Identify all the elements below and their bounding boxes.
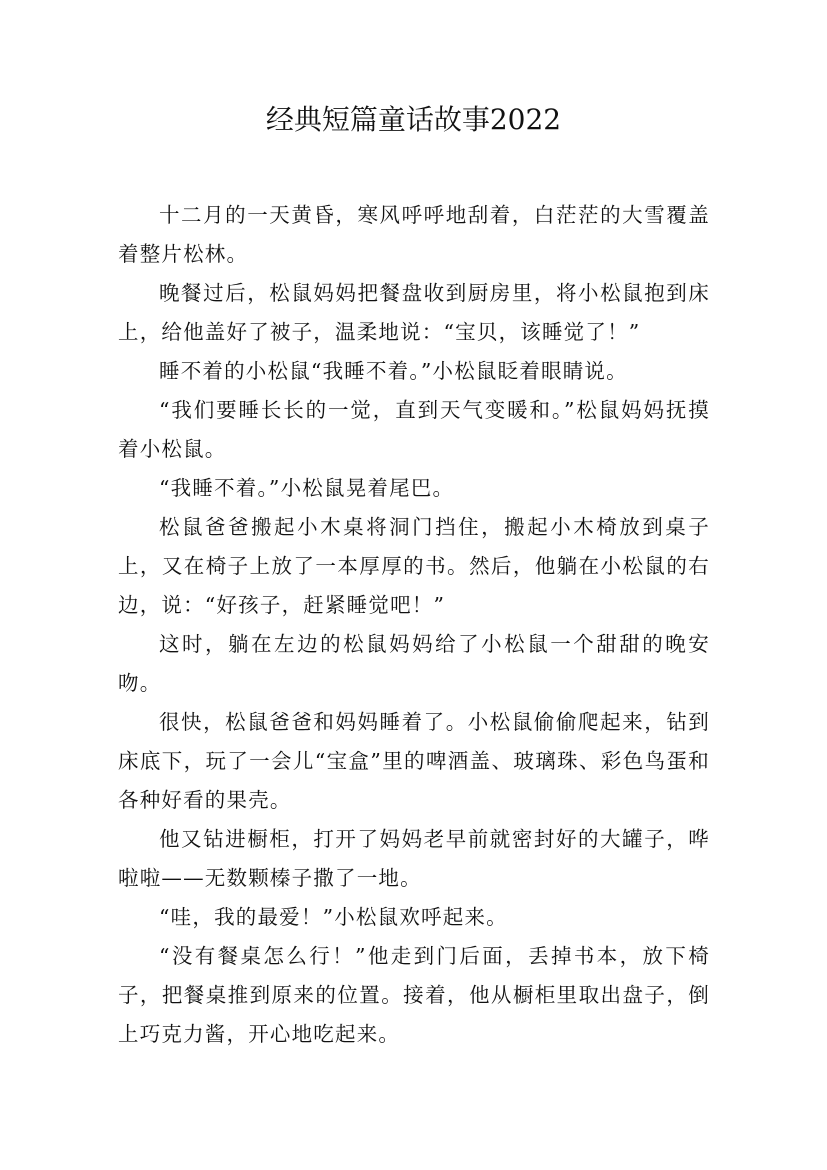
paragraph-10: “哇，我的最爱！”小松鼠欢呼起来。 (159, 905, 508, 929)
paragraph-8: 很快，松鼠爸爸和妈妈睡着了。小松鼠偷偷爬起来，钻到床底下，玩了一会儿“宝盒”里的啤酒盖、玻璃珠、彩色鸟蛋和各种好看的果壳。 (118, 710, 710, 812)
paragraph-11: “没有餐桌怎么行！”他走到门后面，丢掉书本，放下椅子，把餐桌推到原来的位置。接着，他从橱柜里取出盘子，倒上巧克力酱，开心地吃起来。 (118, 944, 710, 1046)
paragraph-9: 他又钻进橱柜，打开了妈妈老早前就密封好的大罐子，哗啦啦——无数颗榛子撒了一地。 (118, 827, 710, 890)
paragraph-6: 松鼠爸爸搬起小木桌将洞门挡住，搬起小木椅放到桌子上，又在椅子上放了一本厚厚的书。然后，他躺在小松鼠的右边，说：“好孩子，赶紧睡觉吧！” (118, 515, 710, 617)
document-body (118, 196, 710, 1054)
paragraph-1: 十二月的一天黄昏，寒风呼呼地刮着，白茫茫的大雪覆盖着整片松林。 (118, 203, 710, 266)
paragraph-3: 睡不着的小松鼠“我睡不着。”小松鼠眨着眼睛说。 (159, 359, 628, 383)
paragraph-7: 这时，躺在左边的松鼠妈妈给了小松鼠一个甜甜的晚安吻。 (118, 632, 710, 695)
paragraph-5: “我睡不着。”小松鼠晃着尾巴。 (159, 476, 455, 500)
paragraph-4: “我们要睡长长的一觉，直到天气变暖和。”松鼠妈妈抚摸着小松鼠。 (118, 398, 710, 461)
paragraph-2: 晚餐过后，松鼠妈妈把餐盘收到厨房里，将小松鼠抱到床上，给他盖好了被子，温柔地说：“宝贝，该睡觉了！” (118, 281, 710, 344)
document-title: 经典短篇童话故事2022 (265, 103, 562, 136)
